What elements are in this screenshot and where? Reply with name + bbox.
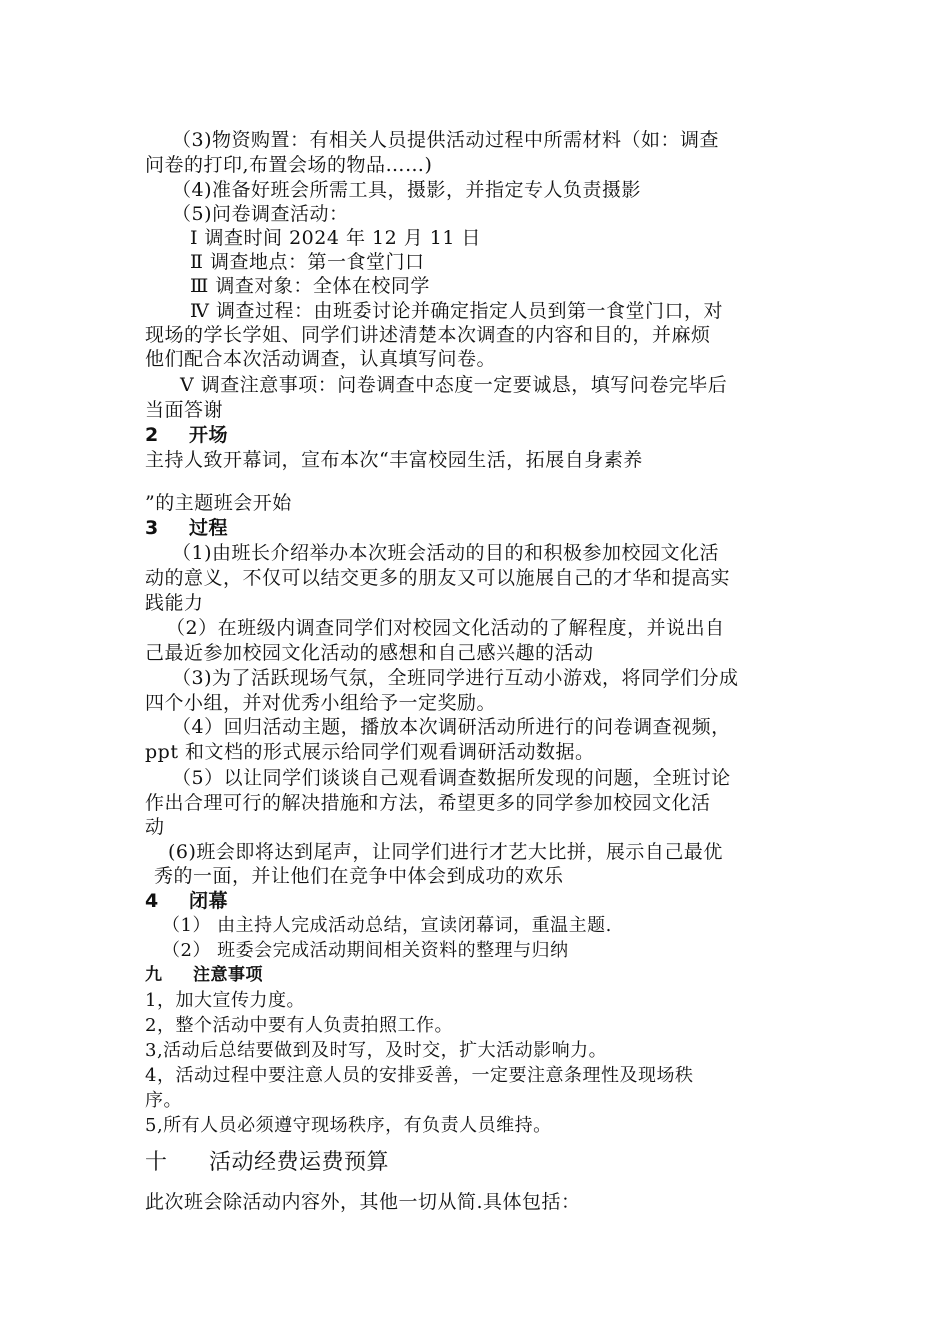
paragraph-line: 动 [145,816,165,838]
paragraph-line: Ⅳ 调查过程：由班委讨论并确定指定人员到第一食堂门口，对 [190,300,724,322]
paragraph-line: （3)物资购置：有相关人员提供活动过程中所需材料（如：调查 [172,129,720,151]
section-heading-opening [145,422,228,448]
paragraph-line: （5)问卷调查活动： [172,203,349,225]
paragraph-line: ppt 和文档的形式展示给同学们观看调研活动数据。 [145,741,595,763]
paragraph-line: （4)准备好班会所需工具，摄影，并指定专人负责摄影 [172,179,642,201]
paragraph-line: 作出合理可行的解决措施和方法，希望更多的同学参加校园文化活 [145,792,711,814]
paragraph-line: （2） 班委会完成活动期间相关资料的整理与归纳 [162,940,569,961]
paragraph-line: 秀的一面，并让他们在竞争中体会到成功的欢乐 [154,865,564,887]
paragraph-line: （3)为了活跃现场气氛，全班同学进行互动小游戏，将同学们分成 [172,667,739,689]
paragraph-line: 己最近参加校园文化活动的感想和自己感兴趣的活动 [145,642,594,664]
heading-number: 4 [145,890,159,912]
paragraph-line: 践能力 [145,592,204,614]
paragraph-line: 现场的学长学姐、同学们讲述清楚本次调查的内容和目的，并麻烦 [145,324,711,346]
paragraph-line: （1） 由主持人完成活动总结，宣读闭幕词，重温主题. [162,915,612,936]
paragraph-line: （1)由班长介绍举办本次班会活动的目的和积极参加校园文化活 [172,542,720,564]
paragraph-line: Ⅲ 调查对象：全体在校同学 [190,275,430,297]
paragraph-line: （2）在班级内调查同学们对校园文化活动的了解程度，并说出自 [166,617,725,639]
paragraph-line: 2，整个活动中要有人负责拍照工作。 [145,1015,453,1036]
paragraph-line: 四个小组，并对优秀小组给予一定奖励。 [145,692,497,714]
paragraph-line: 当面答谢 [145,399,224,421]
heading-number: 3 [145,517,159,539]
paragraph-line: 主持人致开幕词，宣布本次“丰富校园生活，拓展自身素养 [145,449,643,471]
paragraph-line: 5,所有人员必须遵守现场秩序，有负责人员维持。 [145,1115,552,1136]
paragraph-line: 问卷的打印,布置会场的物品……) [145,154,433,176]
heading-text: 活动经费运费预算 [209,1150,390,1175]
paragraph-line: 此次班会除活动内容外，其他一切从简.具体包括： [145,1191,581,1213]
section-heading-budget [145,1150,389,1176]
paragraph-line: （4）回归活动主题，播放本次调研活动所进行的问卷调查视频， [172,716,731,738]
paragraph-line: 序。 [145,1090,182,1111]
heading-number: 十 [145,1150,168,1175]
section-heading-closing [145,888,228,914]
paragraph-line: 4，活动过程中要注意人员的安排妥善，一定要注意条理性及现场秩 [145,1065,694,1086]
heading-text: 过程 [189,517,229,539]
heading-number: 2 [145,424,159,446]
paragraph-line: Ⅰ 调查时间 2024 年 12 月 11 日 [190,227,481,249]
section-heading-notes [145,962,263,988]
paragraph-line: ”的主题班会开始 [145,492,292,514]
heading-text: 闭幕 [189,890,229,912]
heading-text: 开场 [189,424,229,446]
paragraph-line: (6)班会即将达到尾声，让同学们进行才艺大比拼，展示自己最优 [168,841,723,863]
paragraph-line: Ⅴ 调查注意事项：问卷调查中态度一定要诚恳，填写问卷完毕后 [180,374,728,396]
paragraph-line: Ⅱ 调查地点：第一食堂门口 [190,251,425,273]
paragraph-line: （5）以让同学们谈谈自己观看调查数据所发现的问题，全班讨论 [172,767,731,789]
paragraph-line: 1，加大宣传力度。 [145,990,305,1011]
heading-number: 九 [145,965,163,985]
paragraph-line: 3,活动后总结要做到及时写，及时交，扩大活动影响力。 [145,1040,608,1061]
paragraph-line: 动的意义，不仅可以结交更多的朋友又可以施展自己的才华和提高实 [145,567,731,589]
heading-text: 注意事项 [193,965,263,985]
paragraph-line: 他们配合本次活动调查，认真填写问卷。 [145,348,497,370]
section-heading-process [145,515,228,541]
